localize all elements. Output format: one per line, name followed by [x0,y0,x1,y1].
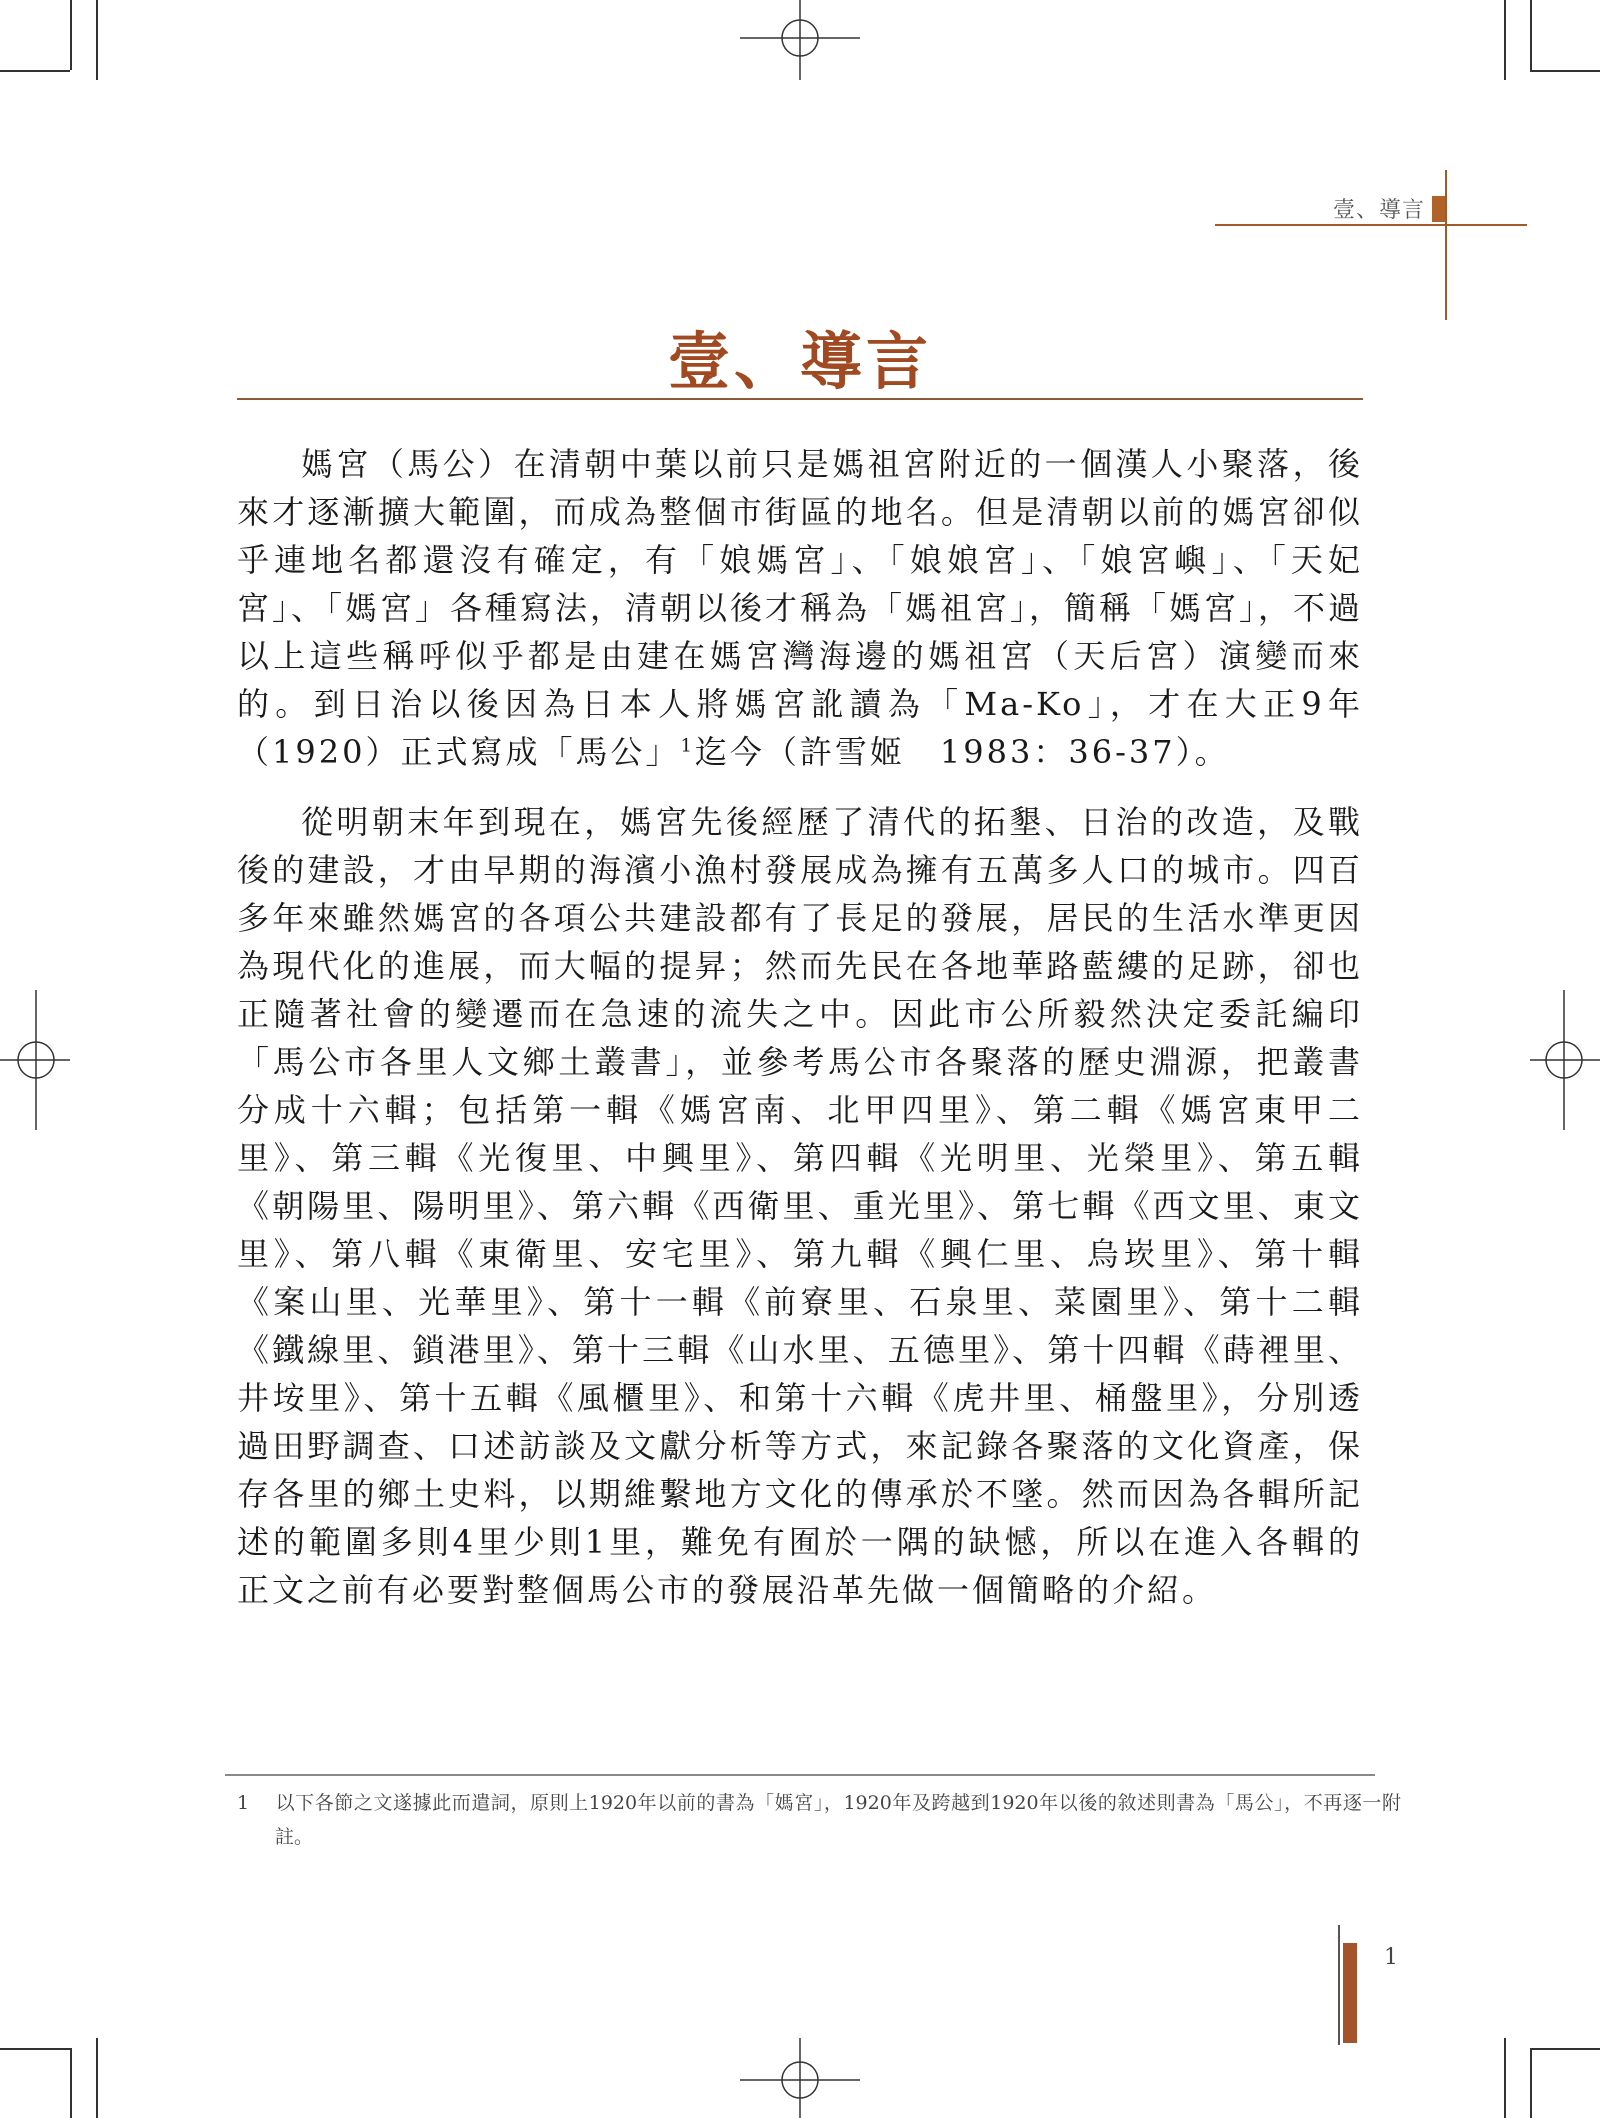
registration-mark-right [1530,990,1600,1130]
chapter-title: 壹、導言 [667,325,932,398]
paragraph-1-text-a: 媽宮（馬公）在清朝中葉以前只是媽祖宮附近的一個漢人小聚落，後來才逐漸擴大範圍，而成為整個市街區的地名。但是清朝以前的媽宮卻似乎連地名都還沒有確定，有「娘媽宮」、「娘娘宮」、「娘宮嶼」、「天妃宮」、「媽宮」各種寫法，清朝以後才稱為「媽祖宮」，簡稱「媽宮」，不過以上這些稱呼似乎都是由建在媽宮灣海邊的媽祖宮（天后宮）演變而來的。到日治以後因為日本人將媽宮訛讀為「Ma-Ko」，才在大正9年（1920）正式寫成「馬公」 [237,445,1364,771]
crop-mark-bl-v [70,2048,72,2118]
crop-mark-tl-h [0,70,70,72]
registration-mark-bottom [740,2038,860,2118]
crop-mark-bl-v2 [96,2038,98,2118]
footnote-number: 1 [237,1792,250,1814]
body-text [237,440,1363,1636]
crop-mark-br-v2 [1504,2038,1506,2118]
registration-mark-top [740,0,860,80]
title-rule [237,398,1363,400]
registration-mark-left [0,990,70,1130]
page-number-rule [1338,1925,1340,2045]
footnote-text: 以下各節之文遂據此而遣詞，原則上1920年以前的書為「媽宮」，1920年及跨越到1920年以後的敘述則書為「馬公」，不再逐一附註。 [275,1792,1401,1848]
header-accent-block [1432,196,1446,222]
page-number: 1 [1384,1945,1398,1970]
crop-mark-tr-v [1530,0,1532,70]
paragraph-2: 從明朝末年到現在，媽宮先後經歷了清代的拓墾、日治的改造，及戰後的建設，才由早期的海濱小漁村發展成為擁有五萬多人口的城市。四百多年來雖然媽宮的各項公共建設都有了長足的發展，居民的生活水準更因為現代化的進展，而大幅的提昇；然而先民在各地華路藍縷的足跡，卻也正隨著社會的變遷而在急速的流失之中。因此市公所毅然決定委託編印「馬公市各里人文鄉土叢書」，並參考馬公市各聚落的歷史淵源，把叢書分成十六輯；包括第一輯《媽宮南、北甲四里》、第二輯《媽宮東甲二里》、第三輯《光復里、中興里》、第四輯《光明里、光榮里》、第五輯《朝陽里、陽明里》、第六輯《西衛里、重光里》、第七輯《西文里、東文里》、第八輯《東衛里、安宅里》、第九輯《興仁里、烏崁里》、第十輯《案山里、光華里》、第十一輯《前寮里、石泉里、菜園里》、第十二輯《鐵線里、鎖港里》、第十三輯《山水里、五德里》、第十四輯《蒔裡里、井垵里》、第十五輯《風櫃里》、和第十六輯《虎井里、桶盤里》，分別透過田野調查、口述訪談及文獻分析等方式，來記錄各聚落的文化資產，保存各里的鄉土史料，以期維繫地方文化的傳承於不墜。然而因為各輯所記述的範圍多則4里少則1里，難免有囿於一隅的缺憾，所以在進入各輯的正文之前有必要對整個馬公市的發展沿革先做一個簡略的介紹。 [237,803,1363,1609]
header-vertical-rule [1445,170,1447,320]
crop-mark-tl-v2 [96,0,98,80]
crop-mark-br-v [1530,2048,1532,2118]
crop-mark-tr-v2 [1504,0,1506,80]
crop-mark-br-h [1530,2048,1600,2050]
crop-mark-tl-v [70,0,72,70]
page-number-accent-bar [1343,1943,1357,2043]
header-rule [1215,224,1527,226]
running-header: 壹、導言 [1332,198,1425,223]
footnote-ref[interactable]: 1 [680,735,695,757]
crop-mark-bl-h [0,2048,70,2050]
paragraph-1-text-b: 迄今（許雪姬 1983：36-37）。 [694,733,1230,771]
footnote-rule [225,1774,1375,1776]
footnote [237,1786,1401,1854]
paragraph-1 [237,440,1363,776]
crop-mark-tr-h [1530,70,1600,72]
